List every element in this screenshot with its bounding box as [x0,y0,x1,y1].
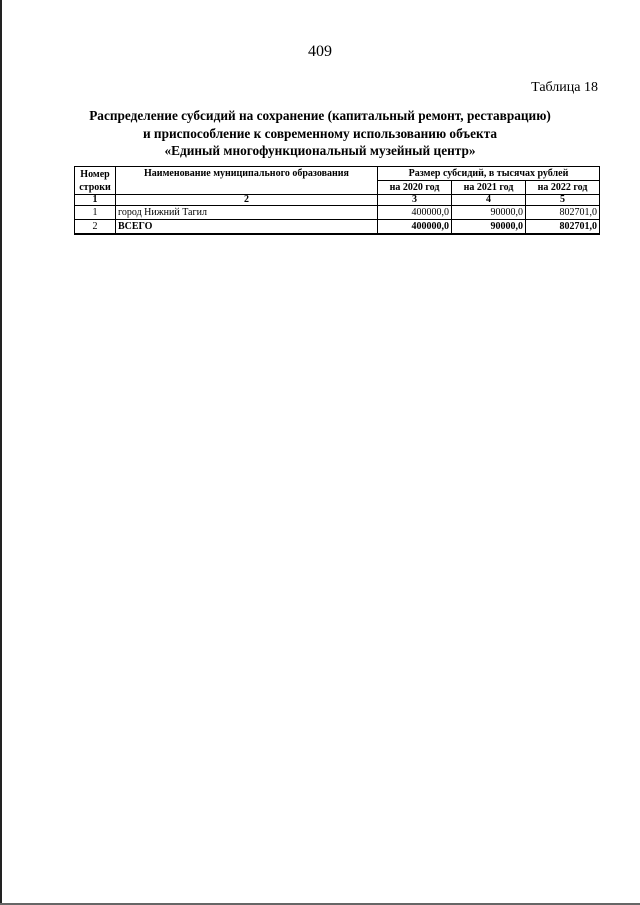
row-municipality: город Нижний Тагил [116,206,378,220]
header-subsidy-group: Размер субсидий, в тысячах рублей [378,167,600,181]
title-line-3: «Единый многофункциональный музейный центр» [164,143,476,158]
column-number: 5 [526,195,600,206]
row-total-label: ВСЕГО [116,220,378,235]
row-total-2021: 90000,0 [452,220,526,235]
column-number: 4 [452,195,526,206]
header-municipality: Наименование муниципального образования [116,167,378,195]
header-row-number-line-1: Номер [80,168,110,180]
row-value-2020: 400000,0 [378,206,452,220]
subsidy-table [74,166,600,235]
column-number: 1 [75,195,116,206]
title-line-2: и приспособление к современному использованию объекта [142,125,498,141]
header-year-2021: на 2021 год [452,181,526,195]
header-row-number [75,167,116,195]
row-total-2022: 802701,0 [526,220,600,235]
row-total-2020: 400000,0 [378,220,452,235]
row-value-2022: 802701,0 [526,206,600,220]
header-year-2022: на 2022 год [526,181,600,195]
header-row-1 [75,167,600,181]
row-number: 2 [75,220,116,235]
scan-edge-left [0,0,2,905]
page-number: 409 [308,43,332,60]
document-title [60,107,580,160]
header-row-number-line-2: строки [79,181,111,193]
table-label: Таблица 18 [531,80,598,95]
table-row-total [75,220,600,235]
row-value-2021: 90000,0 [452,206,526,220]
column-numbers-row [75,195,600,206]
title-line-1: Распределение субсидий на сохранение (капитальный ремонт, реставрацию) [89,108,551,123]
header-year-2020: на 2020 год [378,181,452,195]
column-number: 2 [116,195,378,206]
column-number: 3 [378,195,452,206]
row-number: 1 [75,206,116,220]
table-row [75,206,600,220]
